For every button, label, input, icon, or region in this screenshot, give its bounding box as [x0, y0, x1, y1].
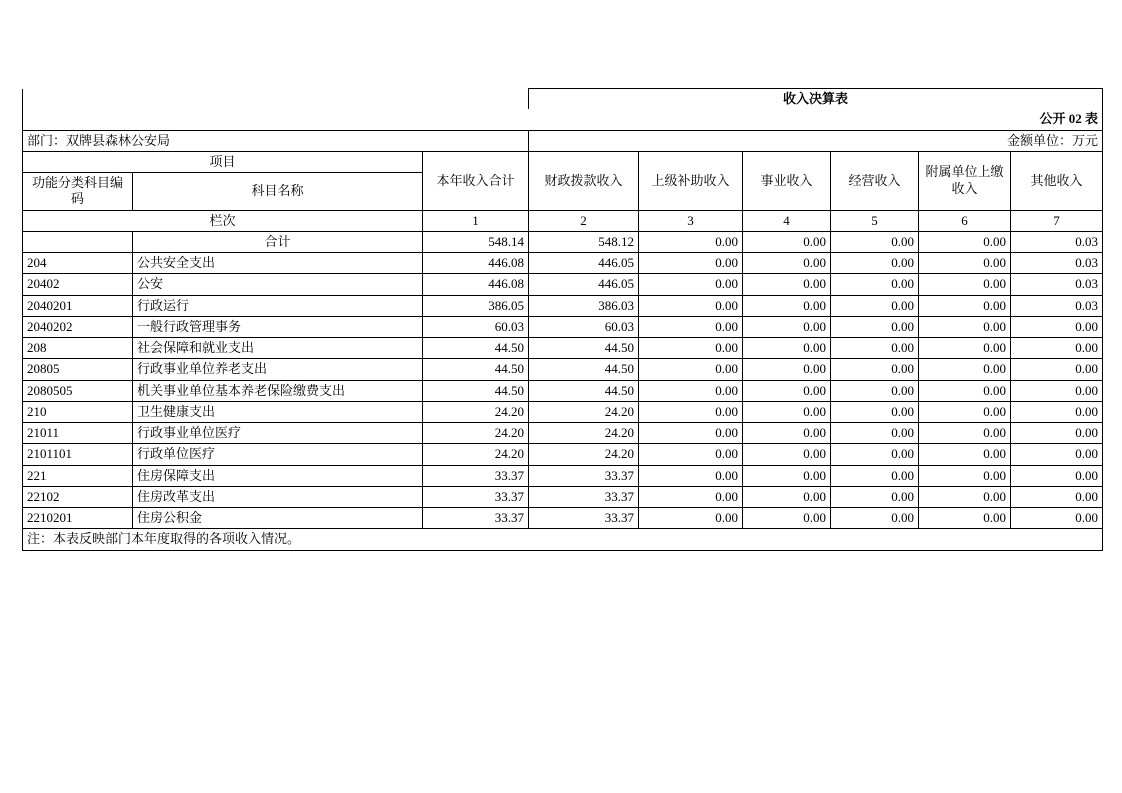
cell-subject-name: 行政单位医疗: [133, 444, 423, 465]
cell-value-1: 33.37: [423, 486, 529, 507]
cell-value-4: 0.00: [743, 508, 831, 529]
cell-value-4: 0.00: [743, 423, 831, 444]
cell-value-3: 0.00: [639, 444, 743, 465]
table-row: [23, 444, 1103, 465]
department-row: [23, 130, 1103, 151]
cell-value-1: 548.14: [423, 231, 529, 252]
cell-value-1: 44.50: [423, 338, 529, 359]
cell-value-6: 0.00: [919, 444, 1011, 465]
table-row: [23, 231, 1103, 252]
cell-value-6: 0.00: [919, 465, 1011, 486]
cell-value-5: 0.00: [831, 359, 919, 380]
cell-value-2: 44.50: [529, 380, 639, 401]
cell-subject-name: 住房改革支出: [133, 486, 423, 507]
cell-value-4: 0.00: [743, 295, 831, 316]
cell-value-4: 0.00: [743, 316, 831, 337]
cell-value-5: 0.00: [831, 338, 919, 359]
cell-value-3: 0.00: [639, 359, 743, 380]
title-spacer: [23, 89, 529, 110]
cell-value-4: 0.00: [743, 465, 831, 486]
cell-value-5: 0.00: [831, 465, 919, 486]
cell-value-7: 0.00: [1011, 508, 1103, 529]
cell-value-7: 0.00: [1011, 316, 1103, 337]
cell-value-6: 0.00: [919, 359, 1011, 380]
cell-code: 2080505: [23, 380, 133, 401]
cell-subject-name: 一般行政管理事务: [133, 316, 423, 337]
cell-value-4: 0.00: [743, 274, 831, 295]
cell-value-1: 446.08: [423, 274, 529, 295]
cell-value-5: 0.00: [831, 295, 919, 316]
cell-value-3: 0.00: [639, 295, 743, 316]
table-row: [23, 401, 1103, 422]
cell-value-6: 0.00: [919, 486, 1011, 507]
cell-value-6: 0.00: [919, 508, 1011, 529]
cell-value-5: 0.00: [831, 316, 919, 337]
cell-subject-name: 合计: [133, 231, 423, 252]
cell-value-7: 0.00: [1011, 401, 1103, 422]
cell-value-1: 24.20: [423, 423, 529, 444]
cell-value-1: 24.20: [423, 444, 529, 465]
cell-value-5: 0.00: [831, 231, 919, 252]
cell-value-4: 0.00: [743, 359, 831, 380]
cell-code: 2040202: [23, 316, 133, 337]
cell-subject-name: 行政事业单位养老支出: [133, 359, 423, 380]
cell-value-5: 0.00: [831, 380, 919, 401]
table-row: [23, 338, 1103, 359]
cell-subject-name: 公共安全支出: [133, 253, 423, 274]
cell-value-2: 33.37: [529, 508, 639, 529]
cell-value-5: 0.00: [831, 444, 919, 465]
cell-value-3: 0.00: [639, 401, 743, 422]
cell-value-4: 0.00: [743, 253, 831, 274]
cell-subject-name: 社会保障和就业支出: [133, 338, 423, 359]
cell-value-7: 0.03: [1011, 274, 1103, 295]
cell-value-6: 0.00: [919, 231, 1011, 252]
header-group-row: [23, 151, 1103, 172]
cell-subject-name: 卫生健康支出: [133, 401, 423, 422]
column-header-2: 上级补助收入: [639, 151, 743, 210]
cell-code: 204: [23, 253, 133, 274]
cell-value-6: 0.00: [919, 423, 1011, 444]
cell-value-4: 0.00: [743, 231, 831, 252]
cell-value-3: 0.00: [639, 508, 743, 529]
cell-value-7: 0.00: [1011, 380, 1103, 401]
cell-code: 22102: [23, 486, 133, 507]
cell-code: 2040201: [23, 295, 133, 316]
cell-value-3: 0.00: [639, 423, 743, 444]
cell-value-7: 0.03: [1011, 295, 1103, 316]
amount-unit-label: 金额单位：万元: [529, 130, 1103, 151]
cell-value-3: 0.00: [639, 465, 743, 486]
table-row: [23, 253, 1103, 274]
form-no-spacer: [23, 109, 529, 130]
cell-subject-name: 行政运行: [133, 295, 423, 316]
lanci-7: 7: [1011, 210, 1103, 231]
cell-value-5: 0.00: [831, 253, 919, 274]
cell-subject-name: 行政事业单位医疗: [133, 423, 423, 444]
cell-value-7: 0.00: [1011, 359, 1103, 380]
table-row: [23, 380, 1103, 401]
note-row: [23, 529, 1103, 550]
cell-value-7: 0.00: [1011, 486, 1103, 507]
cell-value-7: 0.00: [1011, 444, 1103, 465]
column-header-4: 经营收入: [831, 151, 919, 210]
cell-value-1: 44.50: [423, 359, 529, 380]
cell-value-3: 0.00: [639, 316, 743, 337]
table-row: [23, 295, 1103, 316]
cell-value-6: 0.00: [919, 338, 1011, 359]
cell-value-7: 0.00: [1011, 423, 1103, 444]
cell-subject-name: 住房保障支出: [133, 465, 423, 486]
table-row: [23, 274, 1103, 295]
cell-value-3: 0.00: [639, 338, 743, 359]
cell-value-2: 24.20: [529, 401, 639, 422]
lanci-1: 1: [423, 210, 529, 231]
cell-value-5: 0.00: [831, 274, 919, 295]
cell-value-2: 548.12: [529, 231, 639, 252]
cell-value-5: 0.00: [831, 401, 919, 422]
cell-code: 20402: [23, 274, 133, 295]
cell-value-1: 33.37: [423, 508, 529, 529]
header-name-column: 科目名称: [133, 173, 423, 211]
lanci-2: 2: [529, 210, 639, 231]
cell-value-4: 0.00: [743, 380, 831, 401]
cell-code: 2210201: [23, 508, 133, 529]
cell-value-2: 60.03: [529, 316, 639, 337]
cell-subject-name: 住房公积金: [133, 508, 423, 529]
cell-value-3: 0.00: [639, 231, 743, 252]
cell-value-2: 33.37: [529, 486, 639, 507]
cell-value-4: 0.00: [743, 444, 831, 465]
cell-value-2: 24.20: [529, 444, 639, 465]
form-no-row: [23, 109, 1103, 130]
cell-value-6: 0.00: [919, 274, 1011, 295]
cell-code: [23, 231, 133, 252]
table-note: 注：本表反映部门本年度取得的各项收入情况。: [23, 529, 1103, 550]
cell-value-6: 0.00: [919, 380, 1011, 401]
cell-value-4: 0.00: [743, 401, 831, 422]
cell-value-5: 0.00: [831, 486, 919, 507]
cell-value-1: 44.50: [423, 380, 529, 401]
cell-value-2: 24.20: [529, 423, 639, 444]
cell-value-3: 0.00: [639, 253, 743, 274]
cell-value-3: 0.00: [639, 380, 743, 401]
cell-value-1: 446.08: [423, 253, 529, 274]
title-row: [23, 89, 1103, 110]
lanci-5: 5: [831, 210, 919, 231]
form-number: 公开 02 表: [529, 109, 1103, 130]
table-row: [23, 359, 1103, 380]
page-title: 收入决算表: [529, 89, 1103, 110]
table-row: [23, 486, 1103, 507]
cell-value-6: 0.00: [919, 316, 1011, 337]
cell-value-1: 60.03: [423, 316, 529, 337]
column-header-1: 财政拨款收入: [529, 151, 639, 210]
cell-value-2: 446.05: [529, 253, 639, 274]
header-code-column: 功能分类科目编码: [23, 173, 133, 211]
cell-value-5: 0.00: [831, 508, 919, 529]
cell-subject-name: 机关事业单位基本养老保险缴费支出: [133, 380, 423, 401]
cell-value-6: 0.00: [919, 295, 1011, 316]
cell-code: 221: [23, 465, 133, 486]
lanci-4: 4: [743, 210, 831, 231]
cell-value-6: 0.00: [919, 253, 1011, 274]
cell-value-2: 446.05: [529, 274, 639, 295]
cell-value-7: 0.03: [1011, 253, 1103, 274]
column-header-3: 事业收入: [743, 151, 831, 210]
cell-code: 21011: [23, 423, 133, 444]
cell-value-3: 0.00: [639, 486, 743, 507]
column-header-6: 其他收入: [1011, 151, 1103, 210]
department-label: 部门：双牌县森林公安局: [23, 130, 529, 151]
cell-value-1: 33.37: [423, 465, 529, 486]
lanci-row: [23, 210, 1103, 231]
cell-value-1: 24.20: [423, 401, 529, 422]
cell-value-2: 33.37: [529, 465, 639, 486]
cell-value-7: 0.00: [1011, 338, 1103, 359]
item-group-header: 项目: [23, 151, 423, 172]
cell-value-1: 386.05: [423, 295, 529, 316]
cell-value-5: 0.00: [831, 423, 919, 444]
lanci-6: 6: [919, 210, 1011, 231]
table-row: [23, 508, 1103, 529]
cell-value-4: 0.00: [743, 338, 831, 359]
cell-value-7: 0.03: [1011, 231, 1103, 252]
column-header-5: 附属单位上缴收入: [919, 151, 1011, 210]
table-row: [23, 465, 1103, 486]
cell-value-3: 0.00: [639, 274, 743, 295]
cell-code: 2101101: [23, 444, 133, 465]
cell-code: 208: [23, 338, 133, 359]
cell-subject-name: 公安: [133, 274, 423, 295]
lanci-3: 3: [639, 210, 743, 231]
report-table: [22, 88, 1103, 551]
column-header-0: 本年收入合计: [423, 151, 529, 210]
cell-code: 210: [23, 401, 133, 422]
cell-value-7: 0.00: [1011, 465, 1103, 486]
table-row: [23, 423, 1103, 444]
table-row: [23, 316, 1103, 337]
cell-value-2: 44.50: [529, 338, 639, 359]
income-final-accounts-sheet: [22, 88, 1102, 551]
cell-code: 20805: [23, 359, 133, 380]
cell-value-6: 0.00: [919, 401, 1011, 422]
cell-value-4: 0.00: [743, 486, 831, 507]
lanci-label: 栏次: [23, 210, 423, 231]
cell-value-2: 44.50: [529, 359, 639, 380]
cell-value-2: 386.03: [529, 295, 639, 316]
